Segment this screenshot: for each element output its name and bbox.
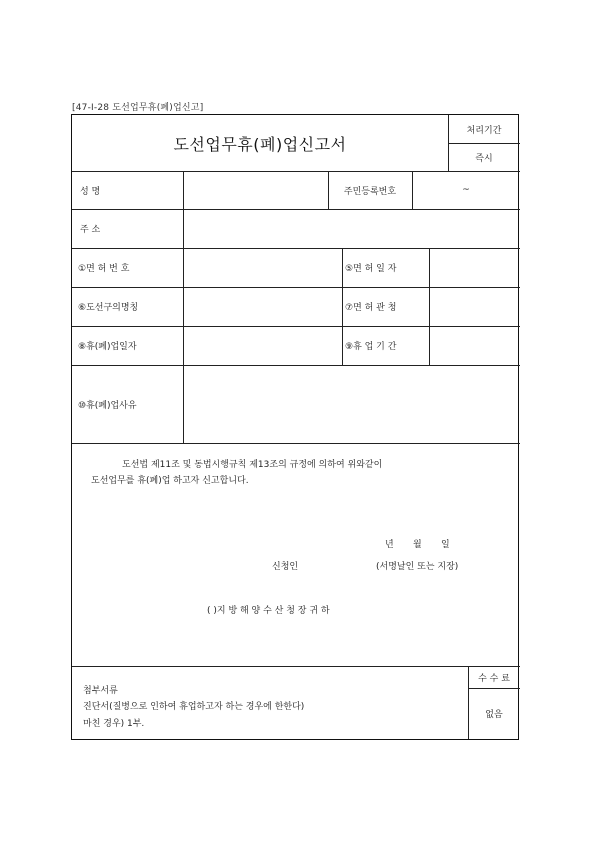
date-month: 월 <box>413 540 422 550</box>
date-year: 년 <box>385 540 394 550</box>
form-code: [47-I-28 도선업무휴(폐)업신고] <box>72 103 204 113</box>
form-title: 도선업무휴(폐)업신고서 <box>173 134 347 154</box>
resident-no-label: 주민등록번호 <box>343 186 397 197</box>
statement-line-1: 도선법 제11조 및 동법시행규칙 제13조의 규정에 의하여 위와같이 <box>122 460 383 470</box>
date-day: 일 <box>441 540 450 550</box>
closure-date-field[interactable] <box>184 327 341 364</box>
license-date-field[interactable] <box>430 249 519 286</box>
signature-note: (서명날인 또는 지장) <box>376 562 459 572</box>
license-no-label: ①면 허 번 호 <box>78 264 130 274</box>
attachments-line-2: 마친 경우) 1부. <box>83 719 145 729</box>
attachments-label: 첨부서류 <box>83 686 118 696</box>
processing-period-value: 즉시 <box>475 153 493 164</box>
license-date-label: ⑤면 허 일 자 <box>345 264 397 274</box>
closure-date-label: ⑧휴(폐)업일자 <box>78 342 137 352</box>
closure-reason-field[interactable] <box>184 366 519 442</box>
name-label: 성 명 <box>80 186 101 197</box>
license-office-field[interactable] <box>430 288 519 325</box>
attachments-line-1: 진단서(질병으로 인하여 휴업하고자 하는 경우에 한한다) <box>83 702 305 712</box>
pilot-area-field[interactable] <box>184 288 341 325</box>
fee-value: 없음 <box>485 710 503 720</box>
addressee: ( )지 방 해 양 수 산 청 장 귀 하 <box>207 606 330 616</box>
fee-label: 수 수 료 <box>478 673 510 684</box>
license-office-label: ⑦면 허 관 청 <box>345 303 397 313</box>
license-no-field[interactable] <box>184 249 341 286</box>
closure-reason-label: ⑩휴(폐)업사유 <box>78 400 137 411</box>
statement-line-2: 도선업무를 휴(폐)업 하고자 신고합니다. <box>91 476 249 486</box>
processing-period-label: 처리기간 <box>466 125 502 136</box>
address-field[interactable] <box>184 210 519 247</box>
closure-period-field[interactable] <box>430 327 519 364</box>
resident-no-field[interactable]: ~ <box>462 185 470 195</box>
report-form <box>71 114 519 740</box>
closure-period-label: ⑨휴 업 기 간 <box>345 342 397 352</box>
name-field[interactable] <box>184 172 327 208</box>
pilot-area-label: ⑥도선구의명칭 <box>78 303 139 313</box>
applicant-label: 신청인 <box>272 562 299 572</box>
address-label: 주 소 <box>80 225 101 235</box>
